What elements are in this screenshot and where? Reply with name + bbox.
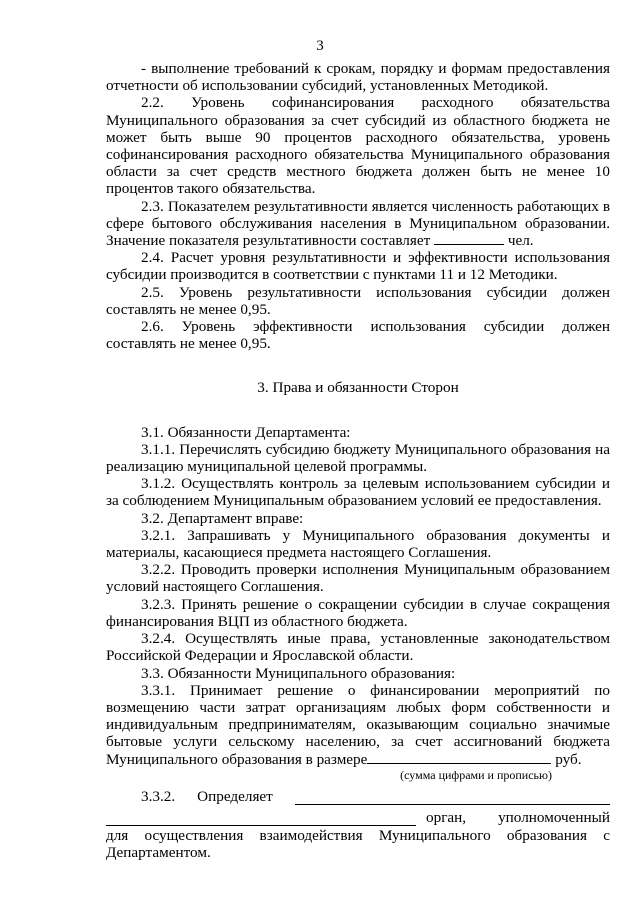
paragraph-3-2: 3.2. Департамент вправе: [141,509,304,527]
paragraph-2-6: 2.6. Уровень эффективности использования субсидии должен составлять не менее 0,95. [106,318,610,353]
paragraph-3-2-4: 3.2.4. Осуществлять иные права, установленные законодательством Российской Федерации и Ярославской области. [106,630,610,665]
paragraph-2-3 [106,198,610,250]
amount-unit: руб. [555,750,582,768]
paragraph-2-4: 2.4. Расчет уровня результативности и эффективности использования субсидии производится в соответствии с пунктами 11 и 12 Методики. [106,249,610,284]
paragraph-2-3-text: 2.3. Показателем результативности является численность работающих в сфере бытового обслуживания населения в Муниципальном образовании. Значение показателя результативности составляет [106,197,610,250]
amount-note: (сумма цифрами и прописью) [400,767,552,782]
page-number: 3 [316,38,324,54]
paragraph-3-2-3: 3.2.3. Принять решение о сокращении субсидии в случае сокращения финансирования ВЦП из областного бюджета. [106,595,610,630]
paragraph-3-1-2: 3.1.2. Осуществлять контроль за целевым использованием субсидии и за соблюдением Муниципальным образованием условий ее предоставления. [106,475,610,510]
paragraph-3-1-1: 3.1.1. Перечислять субсидию бюджету Муниципального образования на реализацию муниципальной целевой программы. [106,440,610,476]
paragraph-3-3-2-tail: для осуществления взаимодействия Муниципального образования с Департаментом. [106,827,610,862]
organ-blank-1 [295,792,610,805]
document-body [106,60,610,862]
paragraph-3-3-1 [106,682,610,768]
paragraph-2-2: 2.2. Уровень софинансирования расходного обязательства Муниципального образования за счет субсидий из областного бюджета не может быть выше 90 процентов расходного обязательства, уровень софинансирования расходного обязательства Муниципального образования области за счет средств местного бюджета должен быть не менее 10 процентов такого обязательства. [106,94,610,198]
paragraph-3-3-2-line2 [106,809,610,826]
section-title: 3. Права и обязанности Сторон [257,379,459,397]
paragraph-3-2-2: 3.2.2. Проводить проверки исполнения Муниципальным образованием условий настоящего Соглашения. [106,561,610,596]
indicator-value-blank [434,232,504,245]
organ-blank-2 [106,813,416,826]
paragraph-3-2-1: 3.2.1. Запрашивать у Муниципального образования документы и материалы, касающиеся предмета настоящего Соглашения. [106,526,610,562]
paragraph-3-3-1-text: 3.3.1. Принимает решение о финансировании мероприятий по возмещению части затрат организациям любых форм собственности и индивидуальным предпринимателям, оказывающим социально значимые бытовые услуги сельскому населению, за счет ассигнований бюджета Муниципального образования в размере [106,681,610,768]
paragraph-reporting: - выполнение требований к срокам, порядку и формам предоставления отчетности об использовании субсидий, установленных Методикой. [106,60,610,95]
paragraph-3-3: 3.3. Обязанности Муниципального образования: [141,664,456,682]
paragraph-2-5: 2.5. Уровень результативности использования субсидии должен составлять не менее 0,95. [106,283,610,318]
indicator-unit: чел. [507,232,534,250]
paragraph-3-3-2-label: 3.3.2. [141,787,176,805]
amount-blank [367,751,551,764]
paragraph-3-1: 3.1. Обязанности Департамента: [141,423,351,441]
paragraph-3-3-2-organ: орган, уполномоченный [426,808,610,826]
paragraph-3-3-2-verb: Определяет [197,787,273,805]
paragraph-3-3-2-line1 [106,788,610,805]
